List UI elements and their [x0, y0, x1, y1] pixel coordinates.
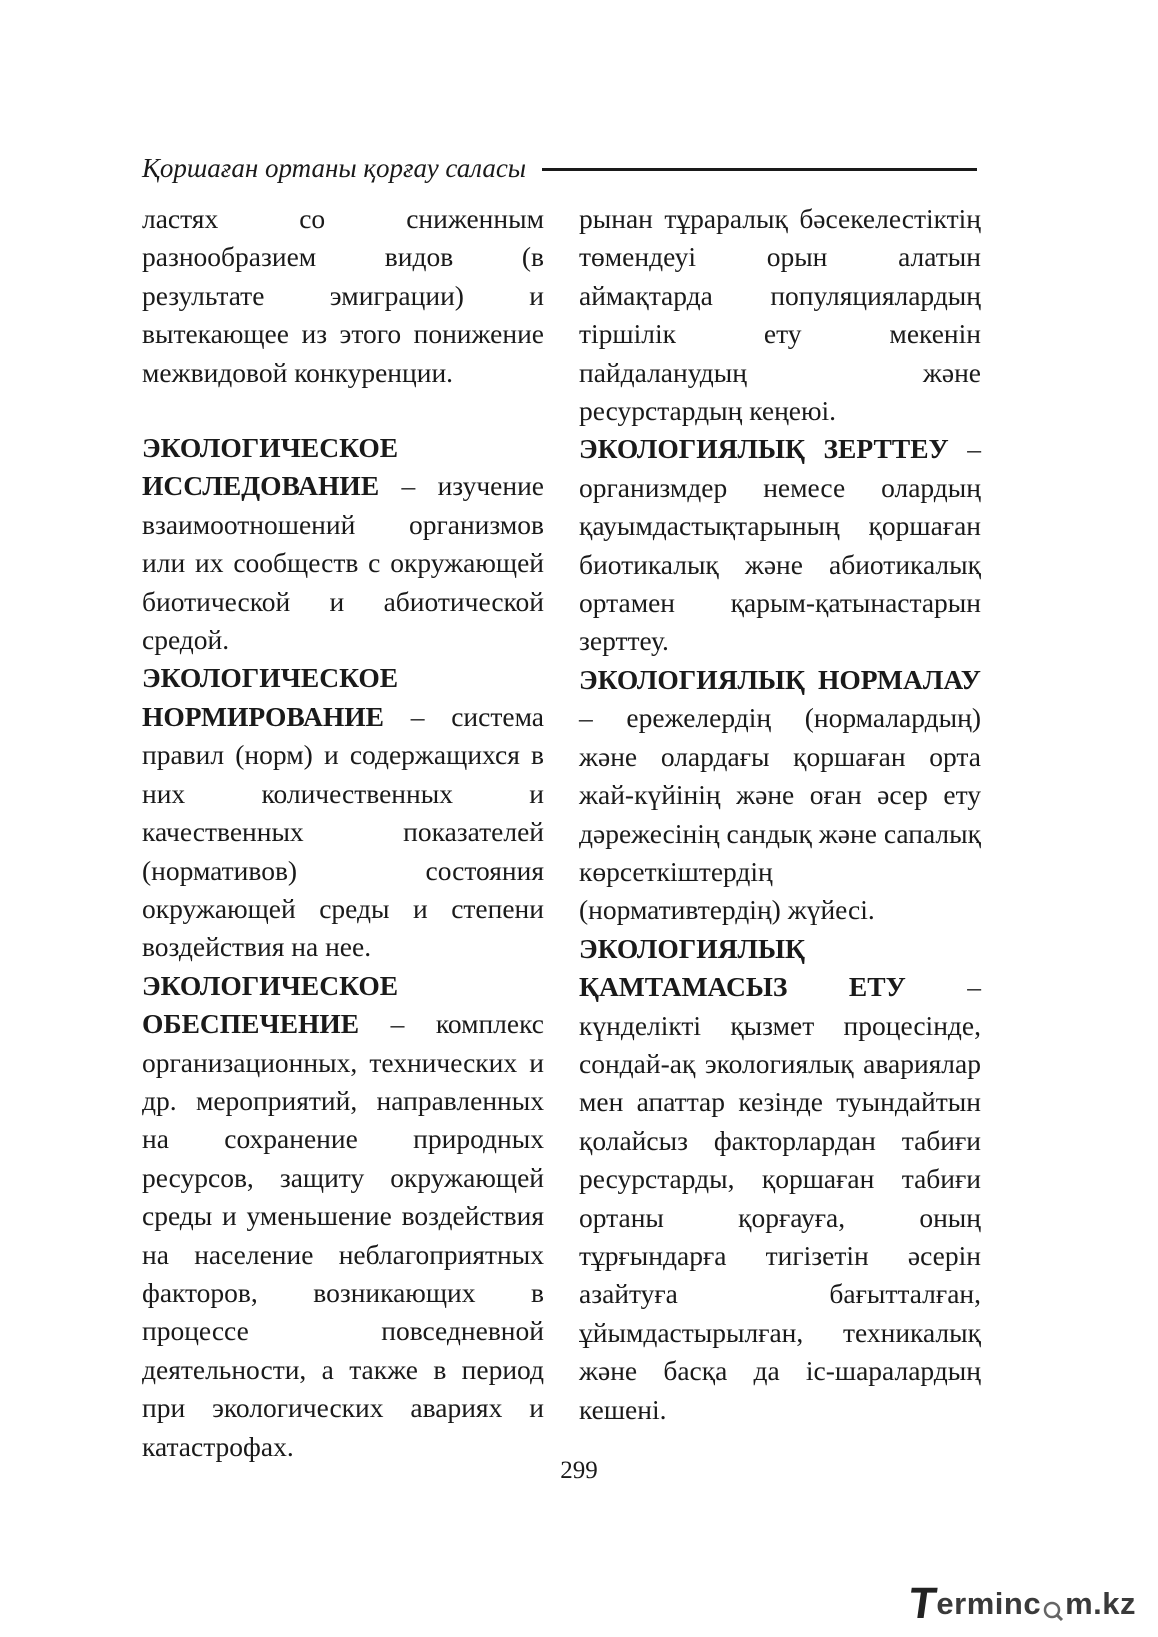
watermark-domain: m.kz — [1065, 1586, 1136, 1621]
glossary-entry — [142, 967, 544, 1466]
entry-definition: – организмдер немесе олардың қауымдастықтарының қоршаған биотикалық және абиотикалық ортамен қарым-қатынастарын зерттеу. — [579, 433, 981, 657]
magnifier-icon — [1042, 1593, 1064, 1615]
entry-term: ЭКОЛОГИЯЛЫҚ ЗЕРТТЕУ — [579, 433, 949, 465]
entry-definition: – күнделікті қызмет процесінде, сондай-ақ экологиялық авариялар мен апаттар кезінде туындайтын қолайсыз факторлардан табиғи ресурстарды, қоршаған табиғи ортаны қорғауға, оның тұрғындарға тигізетін әсерін азайтуға бағытталған, ұйымдастырылған, техникалық және басқа да іс-шаралардың кешені. — [579, 971, 981, 1425]
left-column — [142, 200, 544, 1466]
entry-term: ЭКОЛОГИЧЕСКОЕ ОБЕСПЕЧЕНИЕ — [142, 969, 399, 1040]
paragraph-text: рынан тұраралық бәсекелестіктің төмендеуі орын алатын аймақтарда популяциялардың тіршілік ету мекенін пайдаланудың және ресурстардың кеңеюі. — [579, 203, 981, 427]
glossary-entry — [579, 661, 981, 930]
entry-definition: – система правил (норм) и содержащихся в них количественных и качественных показателей (нормативов) состояния окружающей среды и степени воздействия на нее. — [142, 700, 544, 963]
entry-definition: – ережелердің (нормалардың) және олардағы қоршаған орта жай-күйінің және оған әсер ету дәрежесінің сандық және сапалық көрсеткіштердің (нормативтердің) жүйесі. — [579, 702, 981, 926]
entry-term: ЭКОЛОГИЧЕСКОЕ ИССЛЕДОВАНИЕ — [142, 432, 399, 502]
entry-term: ЭКОЛОГИЧЕСКОЕ НОРМИРОВАНИЕ — [142, 662, 399, 732]
glossary-entry — [142, 429, 544, 659]
watermark-initial: T — [905, 1579, 940, 1628]
entry-term: ЭКОЛОГИЯЛЫҚ НОРМАЛАУ — [579, 663, 981, 695]
right-column — [579, 200, 981, 1429]
entry-definition: – изучение взаимоотношений организмов или их сообществ с окружающей биотической и абиотической средой. — [142, 470, 544, 656]
watermark-logo — [905, 1579, 1136, 1628]
continued-paragraph — [142, 200, 544, 392]
entry-definition: – комплекс организационных, технических и др. мероприятий, направленных на сохранение природных ресурсов, защиту окружающей среды и уменьшение воздействия на население неблагоприятных факторов, возникающих в процессе повседневной деятельности, а также в период при экологических авариях и катастрофах. — [142, 1008, 544, 1462]
header-rule — [542, 168, 977, 171]
glossary-entry — [142, 659, 544, 966]
running-header — [142, 148, 977, 188]
glossary-entry — [579, 430, 981, 660]
paragraph-text: ластях со сниженным разнообразием видов (в результате эмиграции) и вытекающее из этого понижение межвидовой конкуренции. — [142, 203, 544, 388]
watermark-text: erminc — [936, 1586, 1042, 1621]
header-title: Қоршаған ортаны қорғау саласы — [142, 152, 527, 183]
continued-paragraph — [579, 200, 981, 430]
page-number: 299 — [560, 1457, 598, 1484]
entry-term: ЭКОЛОГИЯЛЫҚ ҚАМТАМАСЫЗ ЕТУ — [579, 932, 906, 1003]
glossary-entry — [579, 930, 981, 1429]
